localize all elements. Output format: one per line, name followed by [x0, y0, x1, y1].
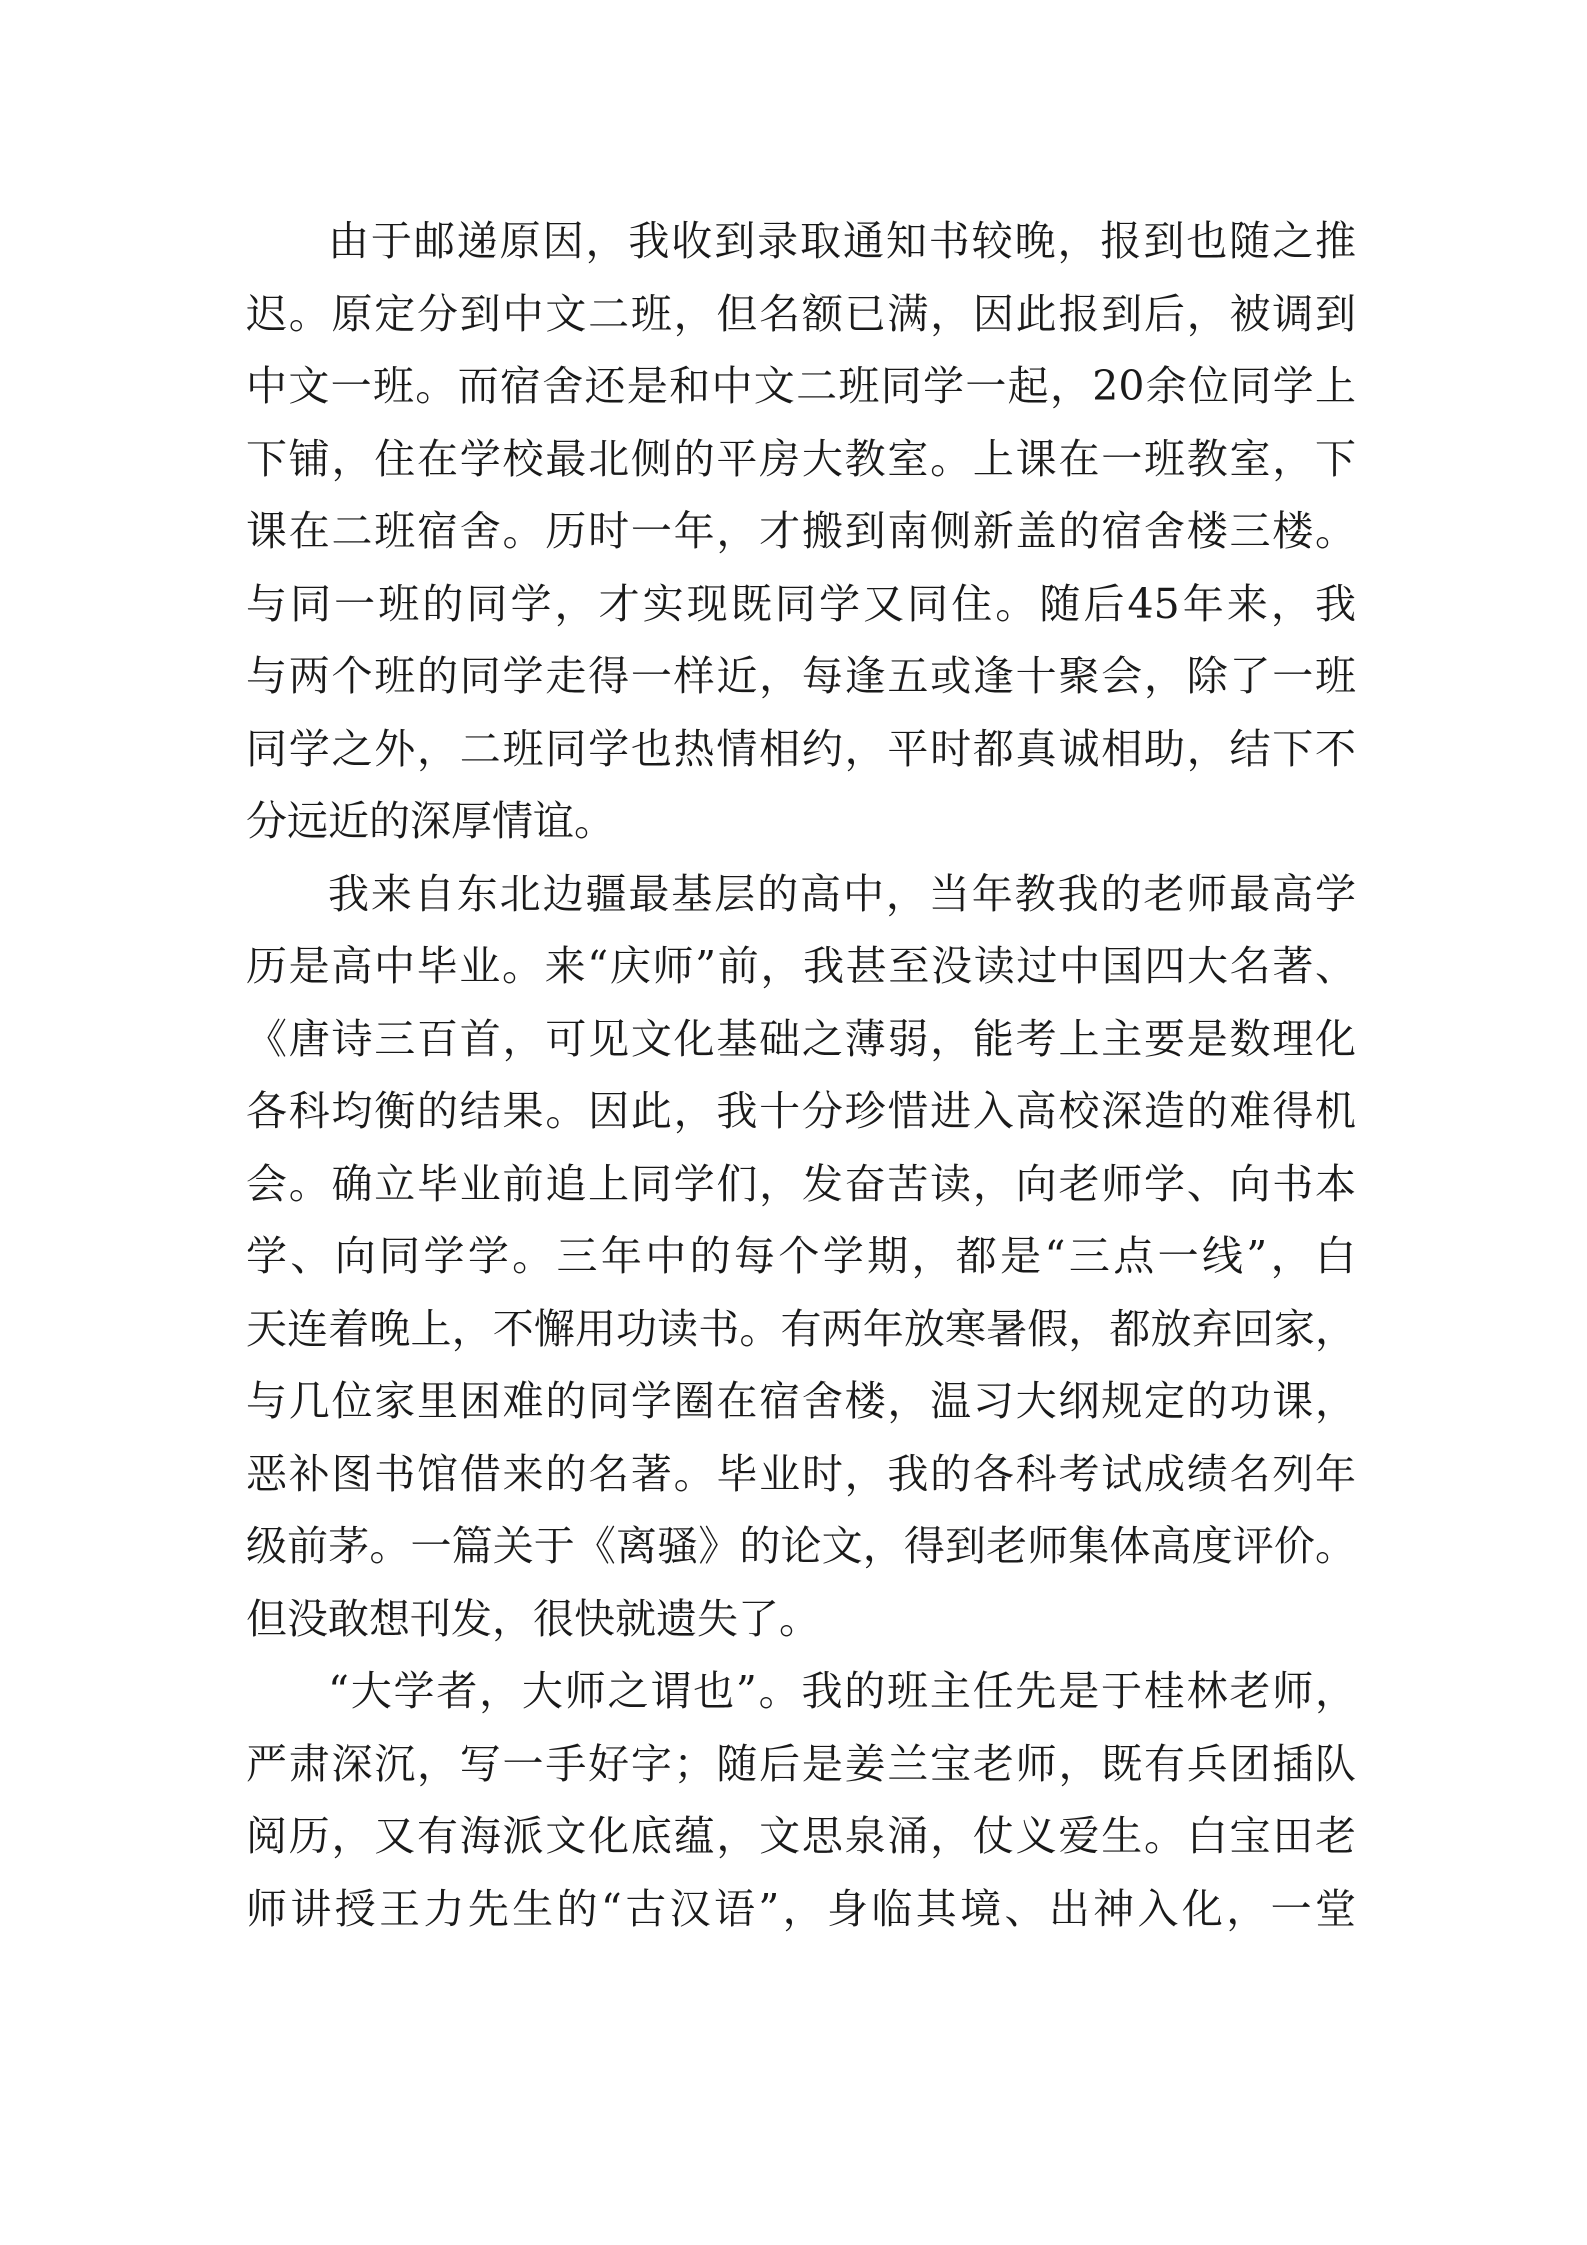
- text-line: 分远近的深厚情谊。: [246, 797, 615, 845]
- text-line: 但没敢想刊发，很快就遗失了。: [246, 1594, 820, 1643]
- text-line: 阅历，又有海派文化底蕴，文思泉涌，仗义爱生。白宝田老: [246, 1812, 1356, 1860]
- text-line: 级前茅。一篇关于《离骚》的论文，得到老师集体高度评价。: [246, 1522, 1356, 1570]
- text-line: 由于邮递原因，我收到录取通知书较晚，报到也随之推: [328, 217, 1356, 265]
- text-line: 严肃深沉，写一手好字；随后是姜兰宝老师，既有兵团插队: [246, 1739, 1356, 1788]
- paragraph-2: [246, 858, 1356, 1656]
- text-line: 下铺，住在学校最北侧的平房大教室。上课在一班教室，下: [246, 434, 1356, 483]
- paragraph-3: [246, 1655, 1356, 1945]
- text-line: 我来自东北边疆最基层的高中，当年教我的老师最高学: [328, 869, 1356, 918]
- text-line: 与同一班的同学，才实现既同学又同住。随后45年来，我: [246, 579, 1356, 628]
- body-text: [246, 205, 1356, 1945]
- text-line: 同学之外，二班同学也热情相约，平时都真诚相助，结下不: [246, 724, 1356, 773]
- text-line: 师讲授王力先生的“古汉语”，身临其境、出神入化，一堂: [246, 1884, 1356, 1933]
- text-line: 中文一班。而宿舍还是和中文二班同学一起，20余位同学上: [246, 362, 1356, 410]
- text-line: 历是高中毕业。来“庆师”前，我甚至没读过中国四大名著、: [246, 942, 1356, 990]
- text-line: 恶补图书馆借来的名著。毕业时，我的各科考试成绩名列年: [246, 1449, 1356, 1498]
- text-line: 学、向同学学。三年中的每个学期，都是“三点一线”，白: [246, 1232, 1356, 1280]
- text-line: 《唐诗三百首，可见文化基础之薄弱，能考上主要是数理化: [246, 1014, 1356, 1063]
- text-line: 与几位家里困难的同学圈在宿舍楼，温习大纲规定的功课，: [246, 1377, 1356, 1425]
- text-line: 迟。原定分到中文二班，但名额已满，因此报到后，被调到: [246, 289, 1356, 338]
- paragraph-1: [246, 205, 1356, 858]
- text-line: 会。确立毕业前追上同学们，发奋苦读，向老师学、向书本: [246, 1159, 1356, 1208]
- text-line: 与两个班的同学走得一样近，每逢五或逢十聚会，除了一班: [246, 652, 1356, 700]
- text-line: 课在二班宿舍。历时一年，才搬到南侧新盖的宿舍楼三楼。: [246, 507, 1356, 555]
- text-line: “大学者，大师之谓也”。我的班主任先是于桂林老师，: [328, 1667, 1356, 1715]
- text-line: 各科均衡的结果。因此，我十分珍惜进入高校深造的难得机: [246, 1087, 1356, 1135]
- text-line: 天连着晚上，不懈用功读书。有两年放寒暑假，都放弃回家，: [246, 1304, 1356, 1353]
